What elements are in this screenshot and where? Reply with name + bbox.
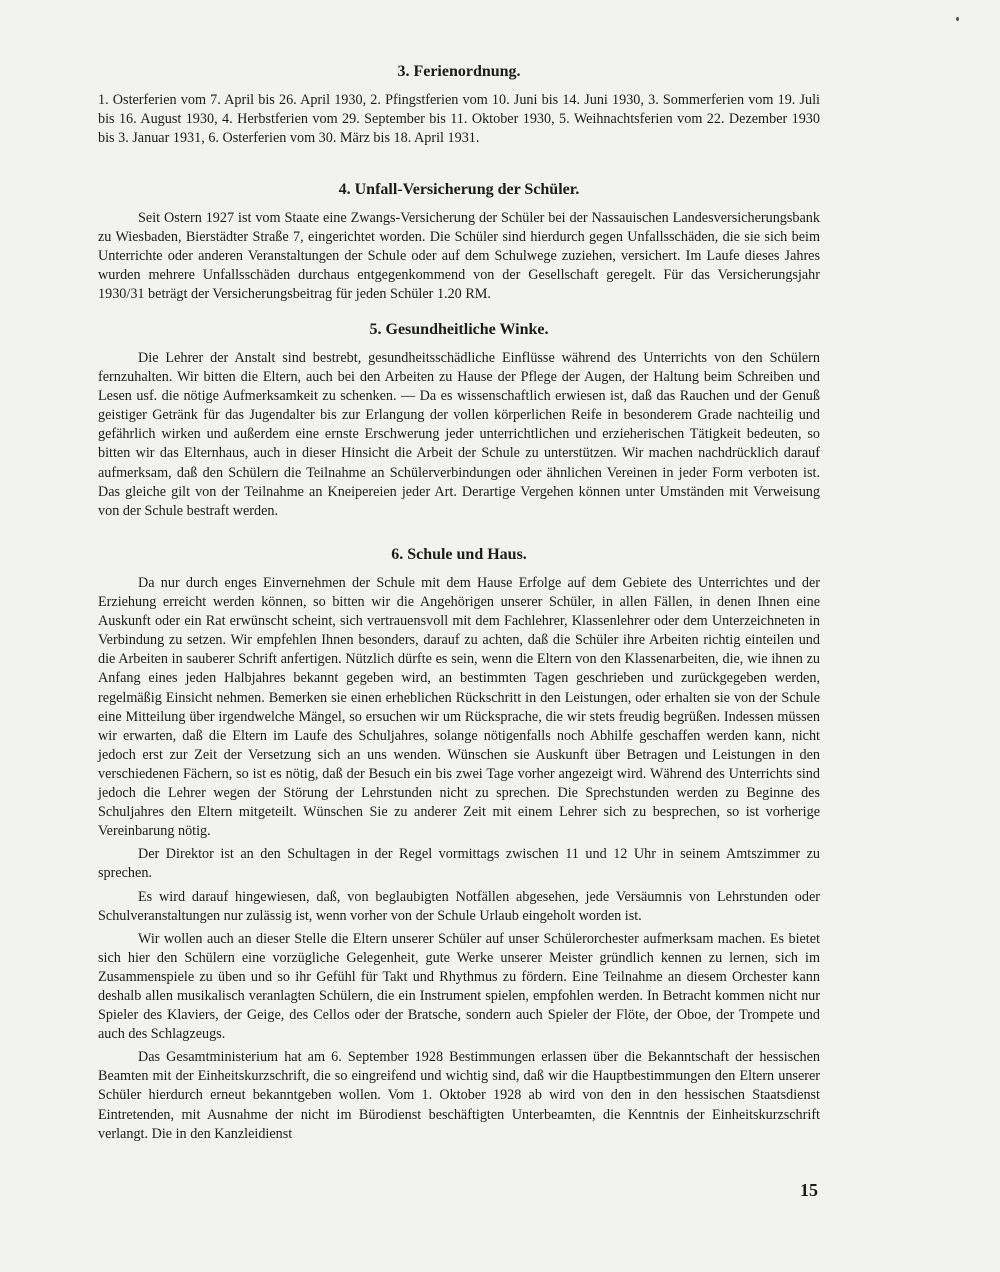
page-number: 15: [800, 1180, 818, 1200]
section-gesundheitliche-winke: [98, 320, 820, 525]
section-heading: 6. Schule und Haus.: [391, 546, 527, 563]
paragraph: Seit Ostern 1927 ist vom Staate eine Zwangs-Versicherung der Schüler bei der Nassauischen Landesversicherungsbank zu Wiesbaden, Bierstädter Straße 7, eingerichtet worden. Die Schüler sind hierdurch gegen Unfallsschäden, die sie sich beim Unterrichte oder anderen Veranstaltungen der Schule oder auf dem Schulwege zuziehen, versichert. Im Laufe dieses Jahres wurden mehrere Unfallsschäden durchaus entgegenkommend von der Gesellschaft geregelt. Für das Versicherungsjahr 1930/31 beträgt der Versicherungsbeitrag für jeden Schüler 1.20 RM.: [98, 210, 820, 303]
section-heading: 3. Ferienordnung.: [397, 63, 521, 80]
paragraph: Es wird darauf hingewiesen, daß, von beglaubigten Notfällen abgesehen, jede Versäumnis von Lehrstunden oder Schulveranstaltungen nur zulässig ist, wenn vorher von der Schule Urlaub eingeholt worden ist.: [98, 888, 820, 924]
section-schule-und-haus: [98, 545, 820, 1148]
paragraph: 1. Osterferien vom 7. April bis 26. April 1930, 2. Pfingstferien vom 10. Juni bis 14. Juni 1930, 3. Sommerferien vom 19. Juli bis 16. August 1930, 4. Herbstferien vom 29. September bis 11. Oktober 1930, 5. Weihnachtsferien vom 22. Dezember 1930 bis 3. Januar 1931, 6. Osterferien vom 30. März bis 18. April 1931.: [98, 92, 820, 147]
section-heading: 5. Gesundheitliche Winke.: [369, 321, 549, 338]
section-heading: 4. Unfall-Versicherung der Schüler.: [338, 181, 580, 198]
paragraph: Das Gesamtministerium hat am 6. September 1928 Bestimmungen erlassen über die Bekanntschaft der hessischen Beamten mit der Einheitskurzschrift, die so eingreifend und wichtig sind, daß wir die Hauptbestimmungen den Eltern unserer Schüler hierdurch erneut bekanntgeben wollen. Vom 1. Oktober 1928 ab wird von den in den hessischen Staatsdienst Eintretenden, mit Ausnahme der nicht im Bürodienst beschäftigten Unterbeamten, die Kenntnis der Einheitskurzschrift verlangt. Die in den Kanzleidienst: [98, 1049, 820, 1142]
paragraph: Wir wollen auch an dieser Stelle die Eltern unserer Schüler auf unser Schülerorchester aufmerksam machen. Es bietet sich hier den Schülern eine vorzügliche Gelegenheit, gute Werke unserer Meister gründlich kennen zu lernen, sich im Zusammenspiele zu üben und so ihr Gefühl für Takt und Rhythmus zu fördern. Eine Teilnahme an diesem Orchester kann deshalb allen musikalisch veranlagten Schülern, die ein Instrument spielen, empfohlen werden. In Betracht kommen nicht nur Spieler des Klaviers, der Geige, des Cellos oder der Bratsche, sondern auch Spieler der Flöte, der Oboe, der Trompete und auch des Schlagzeugs.: [98, 930, 820, 1043]
paragraph: Der Direktor ist an den Schultagen in der Regel vormittags zwischen 11 und 12 Uhr in seinem Amtszimmer zu sprechen.: [98, 846, 820, 882]
scan-speck: [956, 17, 959, 21]
paragraph: Die Lehrer der Anstalt sind bestrebt, gesundheitsschädliche Einflüsse während des Unterrichts von den Schülern fernzuhalten. Wir bitten die Eltern, auch bei den Arbeiten zu Hause der Pflege der Augen, der Haltung beim Schreiben und Lesen usf. die nötige Aufmerksamkeit zu schenken. — Da es wissenschaftlich erwiesen ist, daß das Rauchen und der Genuß geistiger Getränk für das Jugendalter bis zur Erlangung der vollen körperlichen Reife in besonderem Grade nachteilig und gefährlich wirken und außerdem eine ernste Erschwerung jeder unterrichtlichen und erzieherischen Tätigkeit bedeuten, so bitten wir das Elternhaus, auch in dieser Hinsicht die Arbeit der Schule zu unterstützen. Wir machen nachdrücklich darauf aufmerksam, daß den Schülern die Teilnahme an Schülerverbindungen oder ähnlichen Vereinen in jeder Form verboten ist. Das gleiche gilt von der Teilnahme an Kneipereien jeder Art. Derartige Vergehen können unter Umständen mit Verweisung von der Schule bestraft werden.: [98, 350, 820, 519]
section-unfall-versicherung: [98, 180, 820, 308]
paragraph: Da nur durch enges Einvernehmen der Schule mit dem Hause Erfolge auf dem Gebiete des Unterrichtes und der Erziehung erreicht werden können, so bitten wir die Angehörigen unserer Schüler, in allen Fällen, in denen Ihnen eine Auskunft oder ein Rat erwünscht scheint, sich vertrauensvoll mit dem Fachlehrer, Klassenlehrer oder dem Unterzeichneten in Verbindung zu setzen. Wir empfehlen Ihnen besonders, darauf zu achten, daß die Schüler ihre Arbeiten richtig einteilen und die Arbeiten in sauberer Schrift anfertigen. Nützlich dürfte es sein, wenn die Eltern von den Klassenarbeiten, die, wie ihnen zu Anfang eines jeden Halbjahres bekannt gegeben wird, an bestimmten Tagen geschrieben und zurückgegeben werden, regelmäßig Einsicht nehmen. Bemerken sie einen erheblichen Rückschritt in den Leistungen, oder erhalten sie von der Schule eine Mitteilung über irgendwelche Mängel, so ersuchen wir um Rücksprache, die wir stets freudig begrüßen. Indessen müssen wir erwarten, daß die Eltern im Laufe des Schuljahres, solange nötigenfalls noch Abhilfe geschaffen werden kann, nicht jedoch erst zur Zeit der Versetzung sich an uns wenden. Wünschen sie Auskunft über Betragen und Leistungen in den verschiedenen Fächern, so ist es nötig, daß der Besuch ein bis zwei Tage vorher angezeigt wird. Während des Unterrichts sind jedoch die Lehrer wegen der Störung der Lehrstunden nicht zu sprechen. Die Sprechstunden werden zu Beginne des Schuljahres den Eltern mitgeteilt. Wünschen Sie zu anderer Zeit mit einem Lehrer sich zu besprechen, so ist vorherige Vereinbarung nötig.: [98, 575, 820, 840]
section-ferienordnung: [98, 62, 820, 152]
